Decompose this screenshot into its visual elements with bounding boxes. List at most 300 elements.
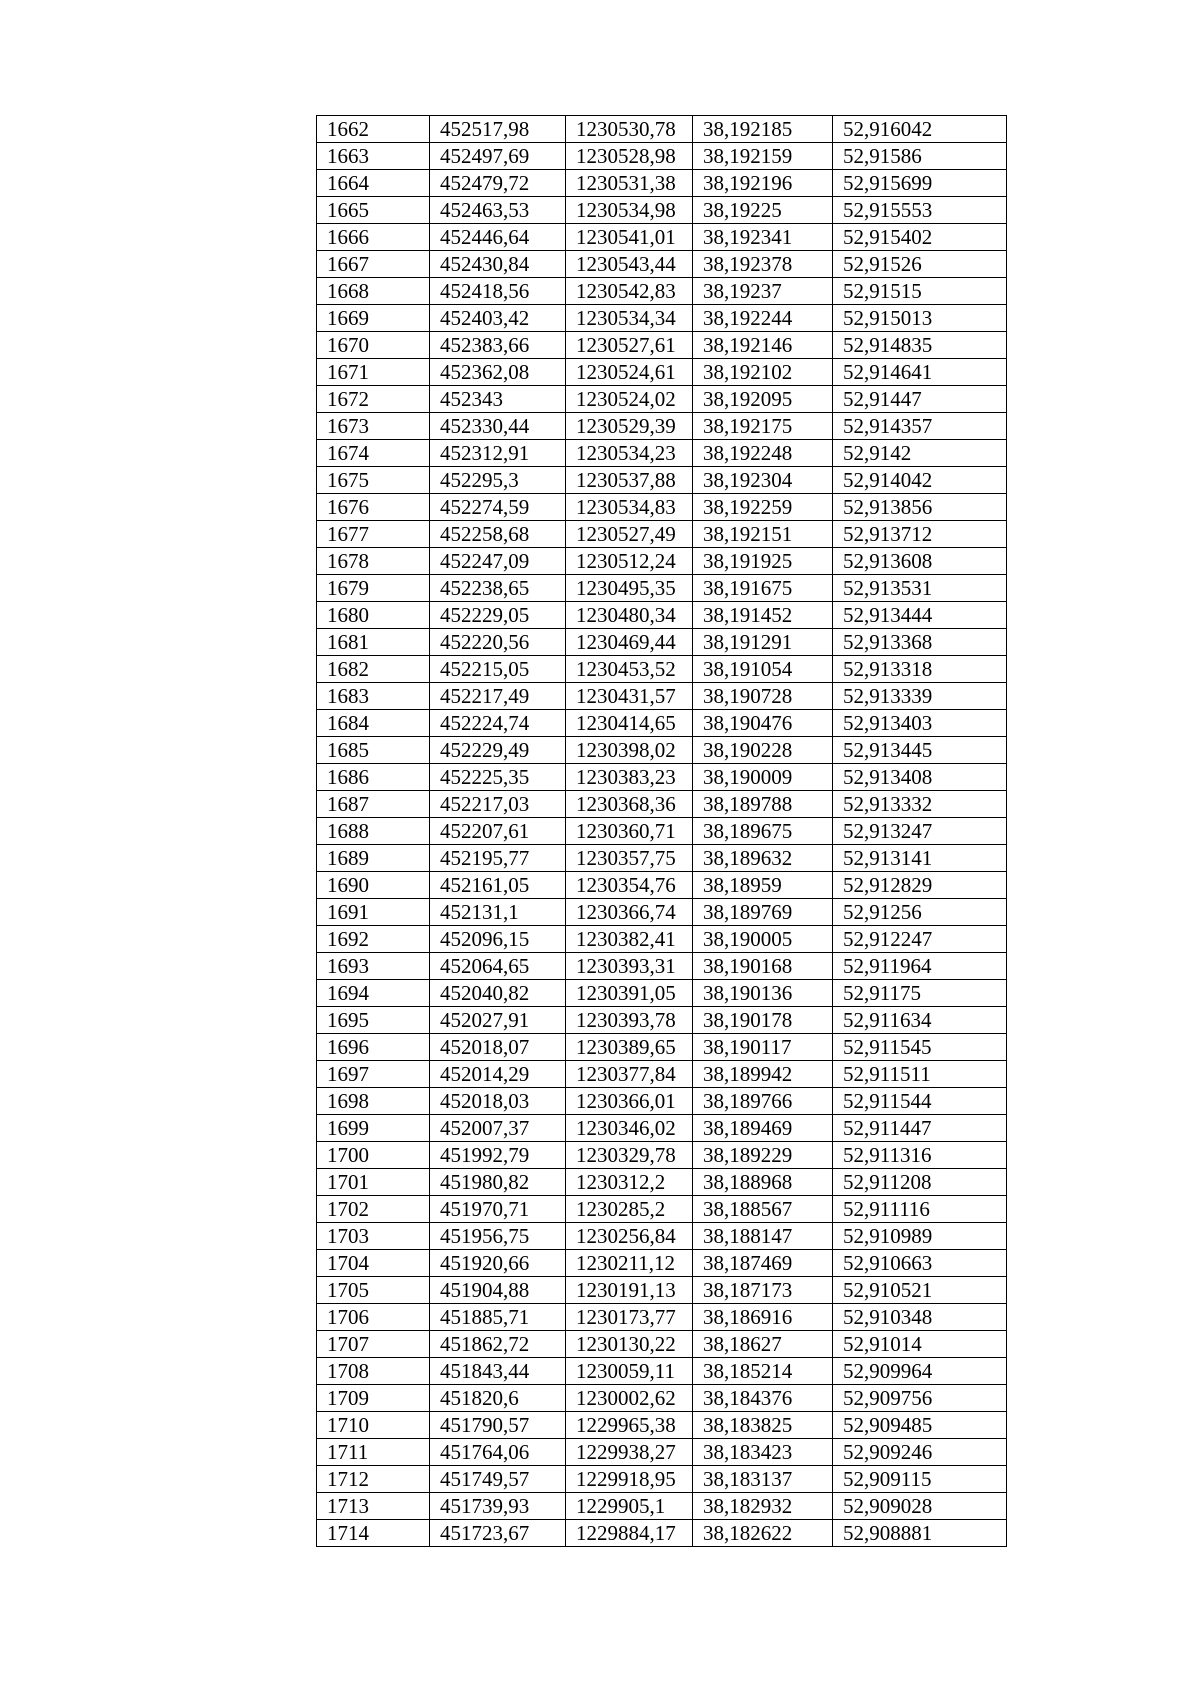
y-coordinate-cell: 1230541,01 xyxy=(566,224,693,251)
longitude-cell: 38,183825 xyxy=(693,1412,833,1439)
point-number-cell: 1674 xyxy=(317,440,430,467)
y-coordinate-cell: 1230414,65 xyxy=(566,710,693,737)
table-row xyxy=(317,1439,1007,1466)
y-coordinate-cell: 1230480,34 xyxy=(566,602,693,629)
point-number-cell: 1681 xyxy=(317,629,430,656)
point-number-cell: 1671 xyxy=(317,359,430,386)
table-row xyxy=(317,602,1007,629)
latitude-cell: 52,913318 xyxy=(833,656,1007,683)
latitude-cell: 52,913444 xyxy=(833,602,1007,629)
y-coordinate-cell: 1229905,1 xyxy=(566,1493,693,1520)
longitude-cell: 38,189942 xyxy=(693,1061,833,1088)
y-coordinate-cell: 1230130,22 xyxy=(566,1331,693,1358)
longitude-cell: 38,190005 xyxy=(693,926,833,953)
table-row xyxy=(317,116,1007,143)
table-row xyxy=(317,251,1007,278)
table-row xyxy=(317,980,1007,1007)
point-number-cell: 1676 xyxy=(317,494,430,521)
table-row xyxy=(317,143,1007,170)
latitude-cell: 52,913445 xyxy=(833,737,1007,764)
longitude-cell: 38,19225 xyxy=(693,197,833,224)
longitude-cell: 38,192244 xyxy=(693,305,833,332)
longitude-cell: 38,192146 xyxy=(693,332,833,359)
point-number-cell: 1705 xyxy=(317,1277,430,1304)
latitude-cell: 52,909756 xyxy=(833,1385,1007,1412)
y-coordinate-cell: 1230285,2 xyxy=(566,1196,693,1223)
longitude-cell: 38,18627 xyxy=(693,1331,833,1358)
y-coordinate-cell: 1230360,71 xyxy=(566,818,693,845)
y-coordinate-cell: 1230312,2 xyxy=(566,1169,693,1196)
point-number-cell: 1688 xyxy=(317,818,430,845)
x-coordinate-cell: 452229,05 xyxy=(430,602,566,629)
y-coordinate-cell: 1230530,78 xyxy=(566,116,693,143)
table-row xyxy=(317,386,1007,413)
y-coordinate-cell: 1230534,98 xyxy=(566,197,693,224)
latitude-cell: 52,911634 xyxy=(833,1007,1007,1034)
x-coordinate-cell: 451980,82 xyxy=(430,1169,566,1196)
table-row xyxy=(317,1358,1007,1385)
longitude-cell: 38,192185 xyxy=(693,116,833,143)
x-coordinate-cell: 452362,08 xyxy=(430,359,566,386)
longitude-cell: 38,188968 xyxy=(693,1169,833,1196)
x-coordinate-cell: 451970,71 xyxy=(430,1196,566,1223)
y-coordinate-cell: 1230529,39 xyxy=(566,413,693,440)
table-row xyxy=(317,332,1007,359)
latitude-cell: 52,909964 xyxy=(833,1358,1007,1385)
point-number-cell: 1699 xyxy=(317,1115,430,1142)
longitude-cell: 38,192248 xyxy=(693,440,833,467)
table-row xyxy=(317,764,1007,791)
table-row xyxy=(317,1169,1007,1196)
longitude-cell: 38,190728 xyxy=(693,683,833,710)
x-coordinate-cell: 451790,57 xyxy=(430,1412,566,1439)
coordinates-table-body xyxy=(317,116,1007,1547)
point-number-cell: 1704 xyxy=(317,1250,430,1277)
y-coordinate-cell: 1230495,35 xyxy=(566,575,693,602)
table-row xyxy=(317,1061,1007,1088)
longitude-cell: 38,192304 xyxy=(693,467,833,494)
point-number-cell: 1675 xyxy=(317,467,430,494)
point-number-cell: 1678 xyxy=(317,548,430,575)
latitude-cell: 52,915013 xyxy=(833,305,1007,332)
table-row xyxy=(317,818,1007,845)
latitude-cell: 52,913247 xyxy=(833,818,1007,845)
point-number-cell: 1691 xyxy=(317,899,430,926)
longitude-cell: 38,189469 xyxy=(693,1115,833,1142)
table-row xyxy=(317,521,1007,548)
table-row xyxy=(317,629,1007,656)
table-row xyxy=(317,494,1007,521)
y-coordinate-cell: 1230543,44 xyxy=(566,251,693,278)
y-coordinate-cell: 1230002,62 xyxy=(566,1385,693,1412)
x-coordinate-cell: 451920,66 xyxy=(430,1250,566,1277)
y-coordinate-cell: 1230527,61 xyxy=(566,332,693,359)
x-coordinate-cell: 451992,79 xyxy=(430,1142,566,1169)
point-number-cell: 1694 xyxy=(317,980,430,1007)
point-number-cell: 1668 xyxy=(317,278,430,305)
x-coordinate-cell: 451749,57 xyxy=(430,1466,566,1493)
latitude-cell: 52,913531 xyxy=(833,575,1007,602)
x-coordinate-cell: 452229,49 xyxy=(430,737,566,764)
longitude-cell: 38,183137 xyxy=(693,1466,833,1493)
latitude-cell: 52,912829 xyxy=(833,872,1007,899)
latitude-cell: 52,913141 xyxy=(833,845,1007,872)
x-coordinate-cell: 451820,6 xyxy=(430,1385,566,1412)
point-number-cell: 1703 xyxy=(317,1223,430,1250)
latitude-cell: 52,91014 xyxy=(833,1331,1007,1358)
y-coordinate-cell: 1230357,75 xyxy=(566,845,693,872)
longitude-cell: 38,192378 xyxy=(693,251,833,278)
y-coordinate-cell: 1230534,83 xyxy=(566,494,693,521)
y-coordinate-cell: 1230368,36 xyxy=(566,791,693,818)
latitude-cell: 52,910989 xyxy=(833,1223,1007,1250)
y-coordinate-cell: 1230211,12 xyxy=(566,1250,693,1277)
point-number-cell: 1673 xyxy=(317,413,430,440)
table-row xyxy=(317,467,1007,494)
table-row xyxy=(317,899,1007,926)
table-row xyxy=(317,1412,1007,1439)
y-coordinate-cell: 1230534,34 xyxy=(566,305,693,332)
x-coordinate-cell: 452446,64 xyxy=(430,224,566,251)
longitude-cell: 38,192102 xyxy=(693,359,833,386)
x-coordinate-cell: 452040,82 xyxy=(430,980,566,1007)
table-row xyxy=(317,926,1007,953)
table-row xyxy=(317,1223,1007,1250)
point-number-cell: 1684 xyxy=(317,710,430,737)
longitude-cell: 38,190117 xyxy=(693,1034,833,1061)
longitude-cell: 38,190178 xyxy=(693,1007,833,1034)
x-coordinate-cell: 452207,61 xyxy=(430,818,566,845)
point-number-cell: 1702 xyxy=(317,1196,430,1223)
point-number-cell: 1714 xyxy=(317,1520,430,1547)
table-row xyxy=(317,440,1007,467)
x-coordinate-cell: 451885,71 xyxy=(430,1304,566,1331)
y-coordinate-cell: 1230173,77 xyxy=(566,1304,693,1331)
x-coordinate-cell: 451843,44 xyxy=(430,1358,566,1385)
x-coordinate-cell: 452131,1 xyxy=(430,899,566,926)
longitude-cell: 38,189766 xyxy=(693,1088,833,1115)
longitude-cell: 38,192159 xyxy=(693,143,833,170)
table-row xyxy=(317,656,1007,683)
point-number-cell: 1683 xyxy=(317,683,430,710)
x-coordinate-cell: 452215,05 xyxy=(430,656,566,683)
longitude-cell: 38,190228 xyxy=(693,737,833,764)
x-coordinate-cell: 451956,75 xyxy=(430,1223,566,1250)
longitude-cell: 38,185214 xyxy=(693,1358,833,1385)
y-coordinate-cell: 1230377,84 xyxy=(566,1061,693,1088)
longitude-cell: 38,189788 xyxy=(693,791,833,818)
latitude-cell: 52,9142 xyxy=(833,440,1007,467)
table-row xyxy=(317,1331,1007,1358)
latitude-cell: 52,91586 xyxy=(833,143,1007,170)
longitude-cell: 38,183423 xyxy=(693,1439,833,1466)
latitude-cell: 52,910663 xyxy=(833,1250,1007,1277)
table-row xyxy=(317,1034,1007,1061)
latitude-cell: 52,915402 xyxy=(833,224,1007,251)
x-coordinate-cell: 452274,59 xyxy=(430,494,566,521)
table-row xyxy=(317,305,1007,332)
point-number-cell: 1706 xyxy=(317,1304,430,1331)
latitude-cell: 52,91526 xyxy=(833,251,1007,278)
point-number-cell: 1698 xyxy=(317,1088,430,1115)
x-coordinate-cell: 451723,67 xyxy=(430,1520,566,1547)
table-row xyxy=(317,1007,1007,1034)
y-coordinate-cell: 1230256,84 xyxy=(566,1223,693,1250)
latitude-cell: 52,915699 xyxy=(833,170,1007,197)
x-coordinate-cell: 452238,65 xyxy=(430,575,566,602)
longitude-cell: 38,182932 xyxy=(693,1493,833,1520)
x-coordinate-cell: 452220,56 xyxy=(430,629,566,656)
latitude-cell: 52,909028 xyxy=(833,1493,1007,1520)
longitude-cell: 38,187173 xyxy=(693,1277,833,1304)
point-number-cell: 1693 xyxy=(317,953,430,980)
table-row xyxy=(317,953,1007,980)
y-coordinate-cell: 1230366,01 xyxy=(566,1088,693,1115)
x-coordinate-cell: 452225,35 xyxy=(430,764,566,791)
point-number-cell: 1707 xyxy=(317,1331,430,1358)
longitude-cell: 38,186916 xyxy=(693,1304,833,1331)
x-coordinate-cell: 452096,15 xyxy=(430,926,566,953)
y-coordinate-cell: 1230393,78 xyxy=(566,1007,693,1034)
point-number-cell: 1667 xyxy=(317,251,430,278)
x-coordinate-cell: 452247,09 xyxy=(430,548,566,575)
latitude-cell: 52,910521 xyxy=(833,1277,1007,1304)
x-coordinate-cell: 452497,69 xyxy=(430,143,566,170)
longitude-cell: 38,190136 xyxy=(693,980,833,1007)
latitude-cell: 52,911116 xyxy=(833,1196,1007,1223)
latitude-cell: 52,913368 xyxy=(833,629,1007,656)
point-number-cell: 1692 xyxy=(317,926,430,953)
point-number-cell: 1680 xyxy=(317,602,430,629)
latitude-cell: 52,912247 xyxy=(833,926,1007,953)
table-row xyxy=(317,1142,1007,1169)
table-row xyxy=(317,1277,1007,1304)
x-coordinate-cell: 452418,56 xyxy=(430,278,566,305)
longitude-cell: 38,191452 xyxy=(693,602,833,629)
y-coordinate-cell: 1230398,02 xyxy=(566,737,693,764)
latitude-cell: 52,911544 xyxy=(833,1088,1007,1115)
point-number-cell: 1687 xyxy=(317,791,430,818)
y-coordinate-cell: 1229918,95 xyxy=(566,1466,693,1493)
x-coordinate-cell: 452217,03 xyxy=(430,791,566,818)
table-row xyxy=(317,1520,1007,1547)
latitude-cell: 52,909485 xyxy=(833,1412,1007,1439)
x-coordinate-cell: 452014,29 xyxy=(430,1061,566,1088)
latitude-cell: 52,913403 xyxy=(833,710,1007,737)
latitude-cell: 52,91447 xyxy=(833,386,1007,413)
point-number-cell: 1713 xyxy=(317,1493,430,1520)
table-row xyxy=(317,1115,1007,1142)
x-coordinate-cell: 452224,74 xyxy=(430,710,566,737)
latitude-cell: 52,91256 xyxy=(833,899,1007,926)
y-coordinate-cell: 1229938,27 xyxy=(566,1439,693,1466)
y-coordinate-cell: 1230527,49 xyxy=(566,521,693,548)
point-number-cell: 1677 xyxy=(317,521,430,548)
latitude-cell: 52,910348 xyxy=(833,1304,1007,1331)
x-coordinate-cell: 452064,65 xyxy=(430,953,566,980)
latitude-cell: 52,914641 xyxy=(833,359,1007,386)
latitude-cell: 52,916042 xyxy=(833,116,1007,143)
latitude-cell: 52,914835 xyxy=(833,332,1007,359)
y-coordinate-cell: 1230366,74 xyxy=(566,899,693,926)
y-coordinate-cell: 1229884,17 xyxy=(566,1520,693,1547)
x-coordinate-cell: 452027,91 xyxy=(430,1007,566,1034)
table-row xyxy=(317,1466,1007,1493)
y-coordinate-cell: 1230383,23 xyxy=(566,764,693,791)
x-coordinate-cell: 452217,49 xyxy=(430,683,566,710)
table-row xyxy=(317,170,1007,197)
latitude-cell: 52,911964 xyxy=(833,953,1007,980)
table-row xyxy=(317,1304,1007,1331)
x-coordinate-cell: 451904,88 xyxy=(430,1277,566,1304)
point-number-cell: 1701 xyxy=(317,1169,430,1196)
point-number-cell: 1665 xyxy=(317,197,430,224)
table-row xyxy=(317,359,1007,386)
longitude-cell: 38,189229 xyxy=(693,1142,833,1169)
x-coordinate-cell: 452258,68 xyxy=(430,521,566,548)
y-coordinate-cell: 1230512,24 xyxy=(566,548,693,575)
x-coordinate-cell: 452383,66 xyxy=(430,332,566,359)
longitude-cell: 38,18959 xyxy=(693,872,833,899)
x-coordinate-cell: 452295,3 xyxy=(430,467,566,494)
point-number-cell: 1669 xyxy=(317,305,430,332)
point-number-cell: 1672 xyxy=(317,386,430,413)
y-coordinate-cell: 1230524,61 xyxy=(566,359,693,386)
longitude-cell: 38,190476 xyxy=(693,710,833,737)
x-coordinate-cell: 452479,72 xyxy=(430,170,566,197)
coordinates-table xyxy=(316,115,1007,1547)
table-row xyxy=(317,1196,1007,1223)
longitude-cell: 38,191054 xyxy=(693,656,833,683)
latitude-cell: 52,913712 xyxy=(833,521,1007,548)
latitude-cell: 52,908881 xyxy=(833,1520,1007,1547)
latitude-cell: 52,915553 xyxy=(833,197,1007,224)
y-coordinate-cell: 1230534,23 xyxy=(566,440,693,467)
latitude-cell: 52,913339 xyxy=(833,683,1007,710)
table-row xyxy=(317,710,1007,737)
y-coordinate-cell: 1230531,38 xyxy=(566,170,693,197)
latitude-cell: 52,909246 xyxy=(833,1439,1007,1466)
longitude-cell: 38,192151 xyxy=(693,521,833,548)
y-coordinate-cell: 1230537,88 xyxy=(566,467,693,494)
table-row xyxy=(317,737,1007,764)
point-number-cell: 1662 xyxy=(317,116,430,143)
point-number-cell: 1686 xyxy=(317,764,430,791)
y-coordinate-cell: 1230542,83 xyxy=(566,278,693,305)
longitude-cell: 38,192175 xyxy=(693,413,833,440)
latitude-cell: 52,911447 xyxy=(833,1115,1007,1142)
longitude-cell: 38,192196 xyxy=(693,170,833,197)
table-row xyxy=(317,845,1007,872)
y-coordinate-cell: 1230393,31 xyxy=(566,953,693,980)
point-number-cell: 1663 xyxy=(317,143,430,170)
longitude-cell: 38,192259 xyxy=(693,494,833,521)
table-row xyxy=(317,1493,1007,1520)
latitude-cell: 52,911316 xyxy=(833,1142,1007,1169)
point-number-cell: 1711 xyxy=(317,1439,430,1466)
table-row xyxy=(317,1385,1007,1412)
point-number-cell: 1708 xyxy=(317,1358,430,1385)
point-number-cell: 1679 xyxy=(317,575,430,602)
y-coordinate-cell: 1230191,13 xyxy=(566,1277,693,1304)
longitude-cell: 38,189632 xyxy=(693,845,833,872)
x-coordinate-cell: 452161,05 xyxy=(430,872,566,899)
latitude-cell: 52,913856 xyxy=(833,494,1007,521)
table-row xyxy=(317,413,1007,440)
x-coordinate-cell: 452343 xyxy=(430,386,566,413)
table-row xyxy=(317,278,1007,305)
longitude-cell: 38,182622 xyxy=(693,1520,833,1547)
y-coordinate-cell: 1230059,11 xyxy=(566,1358,693,1385)
table-row xyxy=(317,548,1007,575)
longitude-cell: 38,184376 xyxy=(693,1385,833,1412)
latitude-cell: 52,91515 xyxy=(833,278,1007,305)
y-coordinate-cell: 1229965,38 xyxy=(566,1412,693,1439)
point-number-cell: 1682 xyxy=(317,656,430,683)
longitude-cell: 38,192095 xyxy=(693,386,833,413)
longitude-cell: 38,190009 xyxy=(693,764,833,791)
y-coordinate-cell: 1230329,78 xyxy=(566,1142,693,1169)
latitude-cell: 52,913608 xyxy=(833,548,1007,575)
latitude-cell: 52,914357 xyxy=(833,413,1007,440)
longitude-cell: 38,188147 xyxy=(693,1223,833,1250)
point-number-cell: 1712 xyxy=(317,1466,430,1493)
x-coordinate-cell: 452195,77 xyxy=(430,845,566,872)
point-number-cell: 1664 xyxy=(317,170,430,197)
point-number-cell: 1709 xyxy=(317,1385,430,1412)
latitude-cell: 52,911511 xyxy=(833,1061,1007,1088)
y-coordinate-cell: 1230346,02 xyxy=(566,1115,693,1142)
longitude-cell: 38,191291 xyxy=(693,629,833,656)
y-coordinate-cell: 1230389,65 xyxy=(566,1034,693,1061)
y-coordinate-cell: 1230528,98 xyxy=(566,143,693,170)
table-row xyxy=(317,791,1007,818)
table-row xyxy=(317,197,1007,224)
longitude-cell: 38,192341 xyxy=(693,224,833,251)
table-row xyxy=(317,575,1007,602)
point-number-cell: 1696 xyxy=(317,1034,430,1061)
table-row xyxy=(317,224,1007,251)
x-coordinate-cell: 452018,03 xyxy=(430,1088,566,1115)
longitude-cell: 38,190168 xyxy=(693,953,833,980)
longitude-cell: 38,187469 xyxy=(693,1250,833,1277)
x-coordinate-cell: 451764,06 xyxy=(430,1439,566,1466)
y-coordinate-cell: 1230431,57 xyxy=(566,683,693,710)
latitude-cell: 52,909115 xyxy=(833,1466,1007,1493)
point-number-cell: 1710 xyxy=(317,1412,430,1439)
y-coordinate-cell: 1230453,52 xyxy=(566,656,693,683)
latitude-cell: 52,913408 xyxy=(833,764,1007,791)
y-coordinate-cell: 1230391,05 xyxy=(566,980,693,1007)
latitude-cell: 52,91175 xyxy=(833,980,1007,1007)
x-coordinate-cell: 452007,37 xyxy=(430,1115,566,1142)
table-row xyxy=(317,1250,1007,1277)
point-number-cell: 1685 xyxy=(317,737,430,764)
table-row xyxy=(317,683,1007,710)
latitude-cell: 52,911545 xyxy=(833,1034,1007,1061)
point-number-cell: 1695 xyxy=(317,1007,430,1034)
table-row xyxy=(317,1088,1007,1115)
point-number-cell: 1700 xyxy=(317,1142,430,1169)
y-coordinate-cell: 1230354,76 xyxy=(566,872,693,899)
x-coordinate-cell: 451739,93 xyxy=(430,1493,566,1520)
table-row xyxy=(317,872,1007,899)
longitude-cell: 38,191675 xyxy=(693,575,833,602)
point-number-cell: 1697 xyxy=(317,1061,430,1088)
y-coordinate-cell: 1230524,02 xyxy=(566,386,693,413)
longitude-cell: 38,188567 xyxy=(693,1196,833,1223)
x-coordinate-cell: 452430,84 xyxy=(430,251,566,278)
